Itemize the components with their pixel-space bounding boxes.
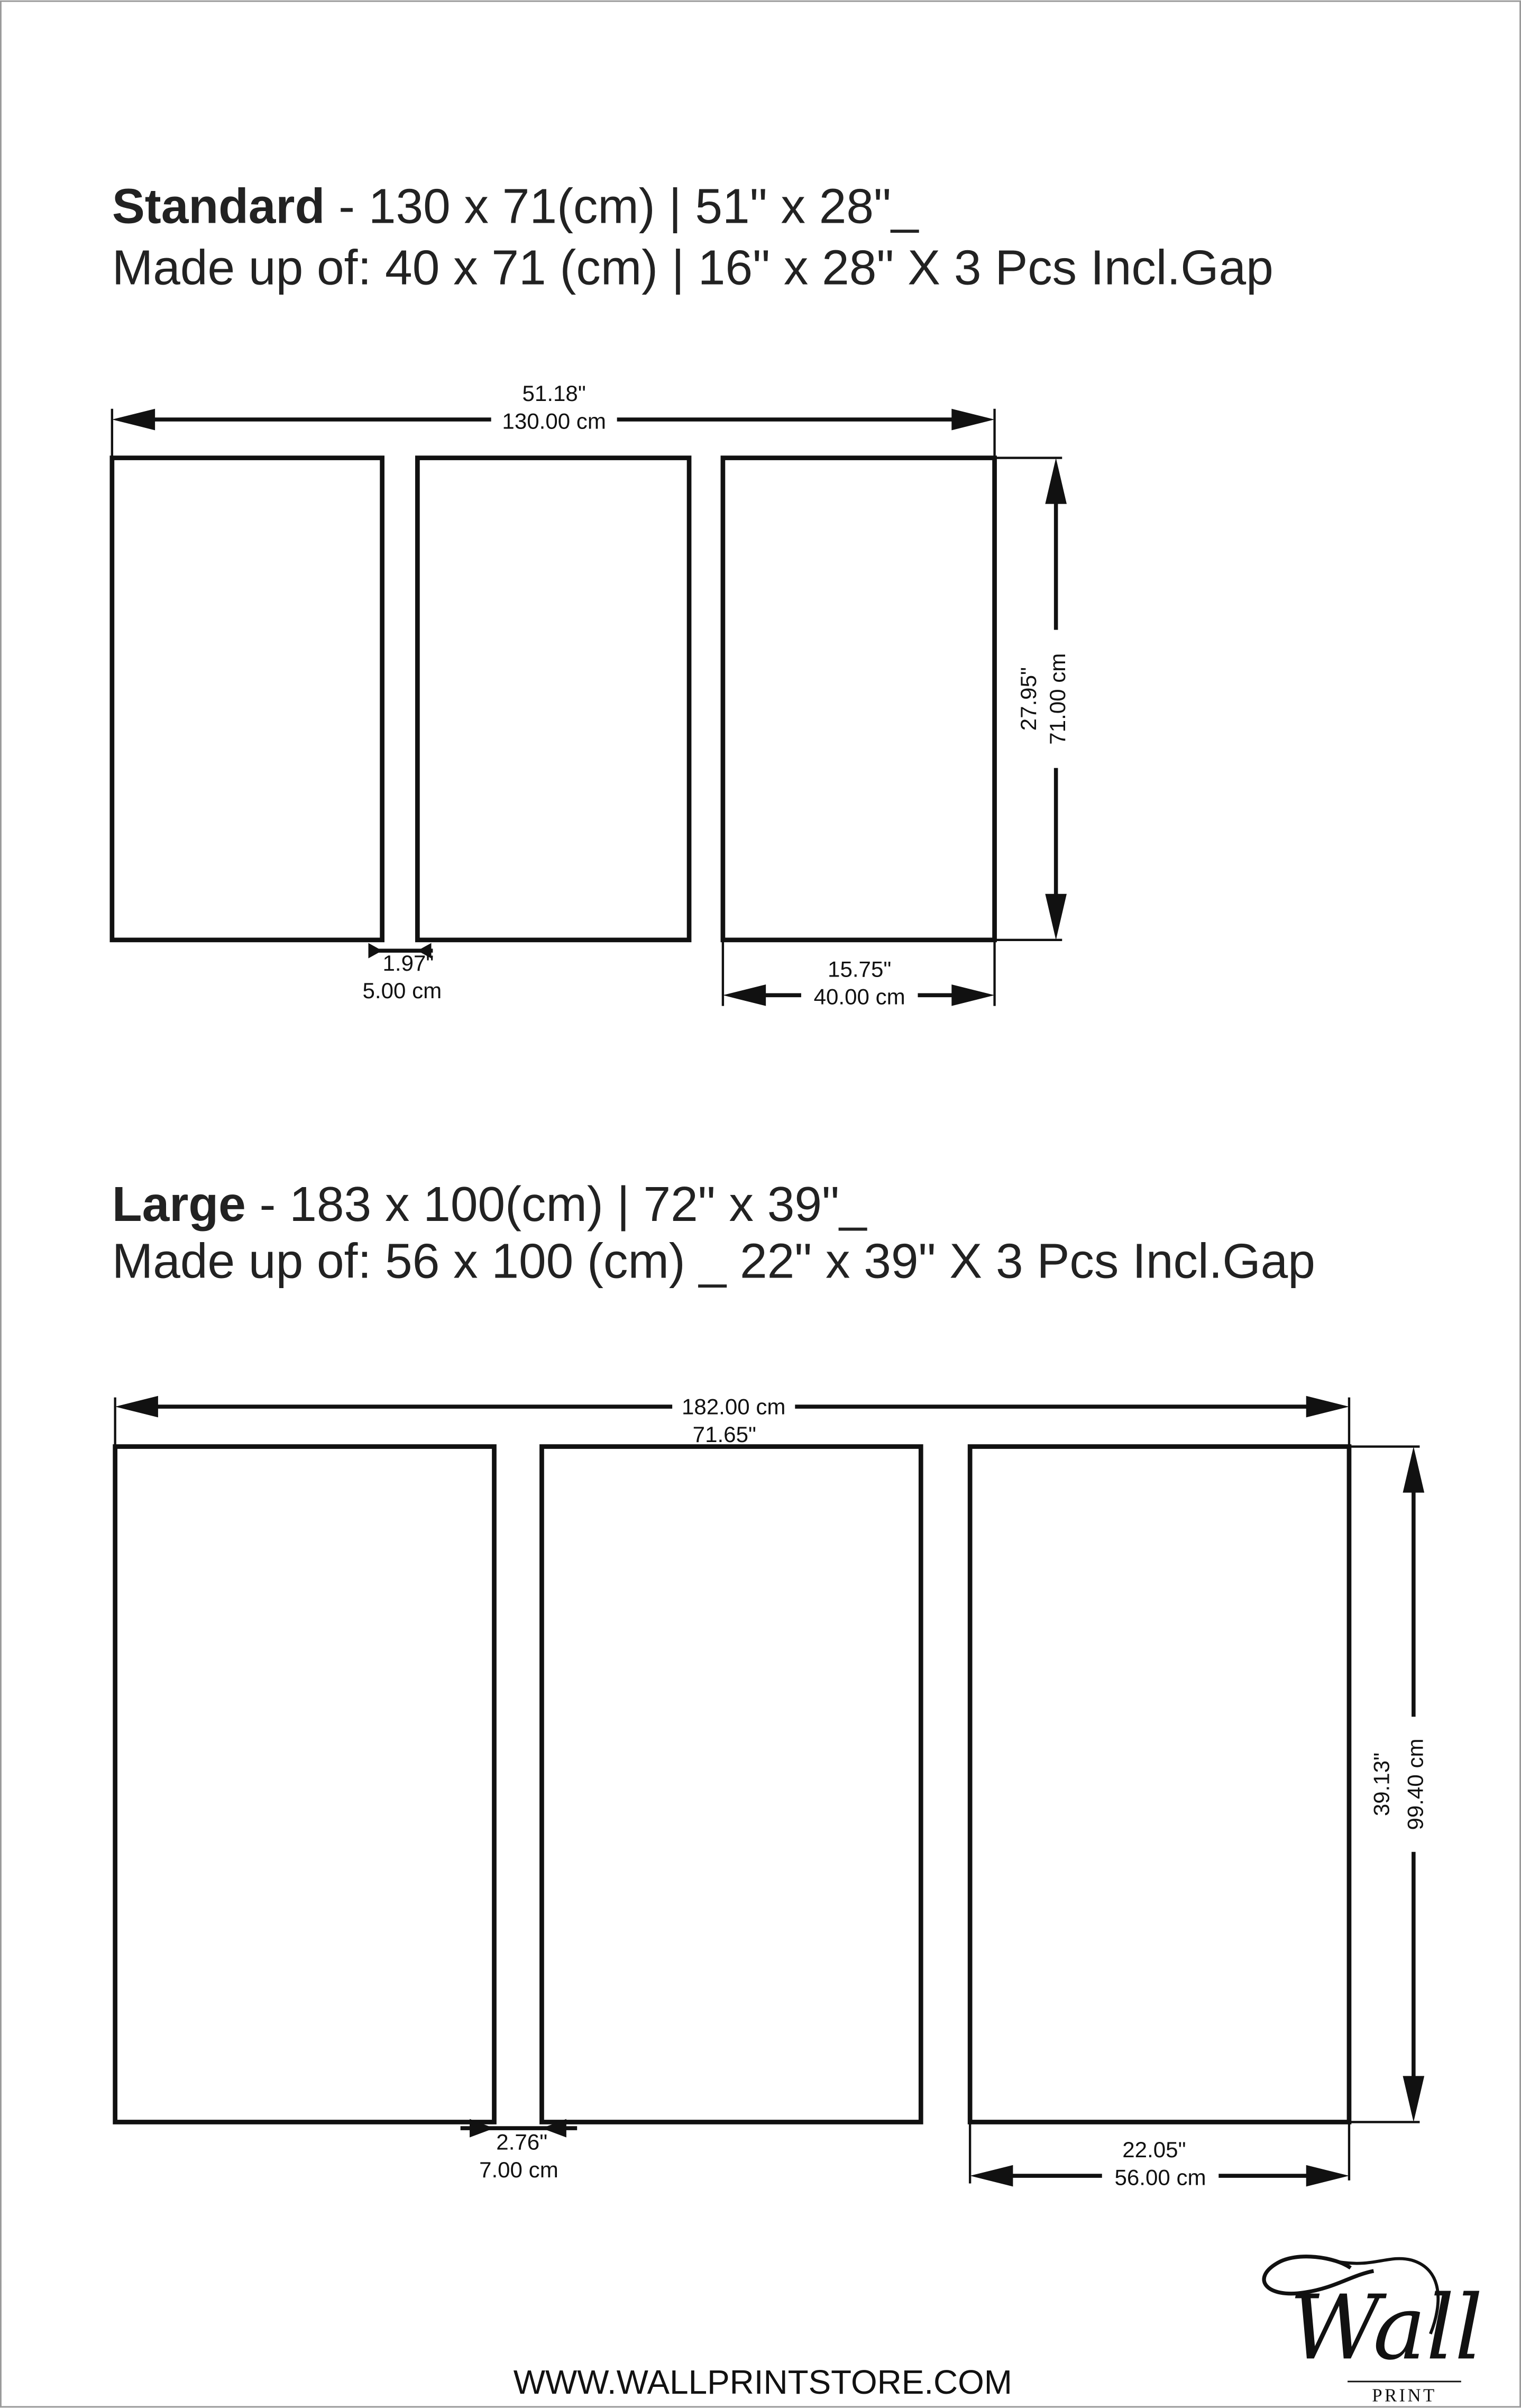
- large-gap-in: 2.76": [496, 2129, 548, 2155]
- large-panel-3: [970, 1447, 1349, 2122]
- standard-gap-cm: 5.00 cm: [362, 978, 442, 1004]
- large-panel-width-cm: 56.00 cm: [1114, 2165, 1206, 2190]
- standard-panel-1: [112, 458, 382, 940]
- standard-panel-2: [417, 458, 689, 940]
- standard-title-dims: - 130 x 71(cm) | 51" x 28"_: [325, 178, 919, 234]
- large-subtitle: Made up of: 56 x 100 (cm) _ 22" x 39" X 3 Pcs Incl.Gap: [112, 1233, 1315, 1289]
- standard-panel-width-in: 15.75": [828, 956, 892, 982]
- logo-print-text: PRINT: [1372, 2385, 1437, 2406]
- large-title-bold: Large: [112, 1176, 246, 1232]
- large-title-dims: - 183 x 100(cm) | 72" x 39"_: [245, 1176, 867, 1232]
- standard-height-in: 27.95": [1015, 667, 1041, 731]
- standard-panel-3: [723, 458, 995, 940]
- standard-height-cm: 71.00 cm: [1045, 653, 1070, 745]
- large-height-in: 39.13": [1369, 1752, 1394, 1817]
- large-panel-1: [115, 1447, 494, 2122]
- standard-total-width-in: 51.18": [522, 381, 586, 406]
- large-total-width-in: 71.65": [692, 1421, 756, 1447]
- standard-title-bold: Standard: [112, 178, 325, 234]
- standard-total-width-cm: 130.00 cm: [502, 408, 606, 434]
- website-url: WWW.WALLPRINTSTORE.COM: [513, 2363, 1012, 2402]
- large-title: [112, 1176, 867, 1232]
- large-height-cm: 99.40 cm: [1403, 1738, 1428, 1830]
- large-panel-2: [542, 1447, 921, 2122]
- large-total-width-cm: 182.00 cm: [681, 1394, 786, 1419]
- large-panel-width-in: 22.05": [1122, 2137, 1186, 2163]
- standard-title: [112, 179, 919, 234]
- standard-panel-width-cm: 40.00 cm: [813, 984, 905, 1009]
- standard-subtitle: Made up of: 40 x 71 (cm) | 16" x 28" X 3 Pcs Incl.Gap: [112, 240, 1273, 295]
- standard-gap-in: 1.97": [382, 950, 434, 975]
- logo-script-text: Wall: [1289, 2276, 1483, 2380]
- large-gap-cm: 7.00 cm: [479, 2157, 558, 2182]
